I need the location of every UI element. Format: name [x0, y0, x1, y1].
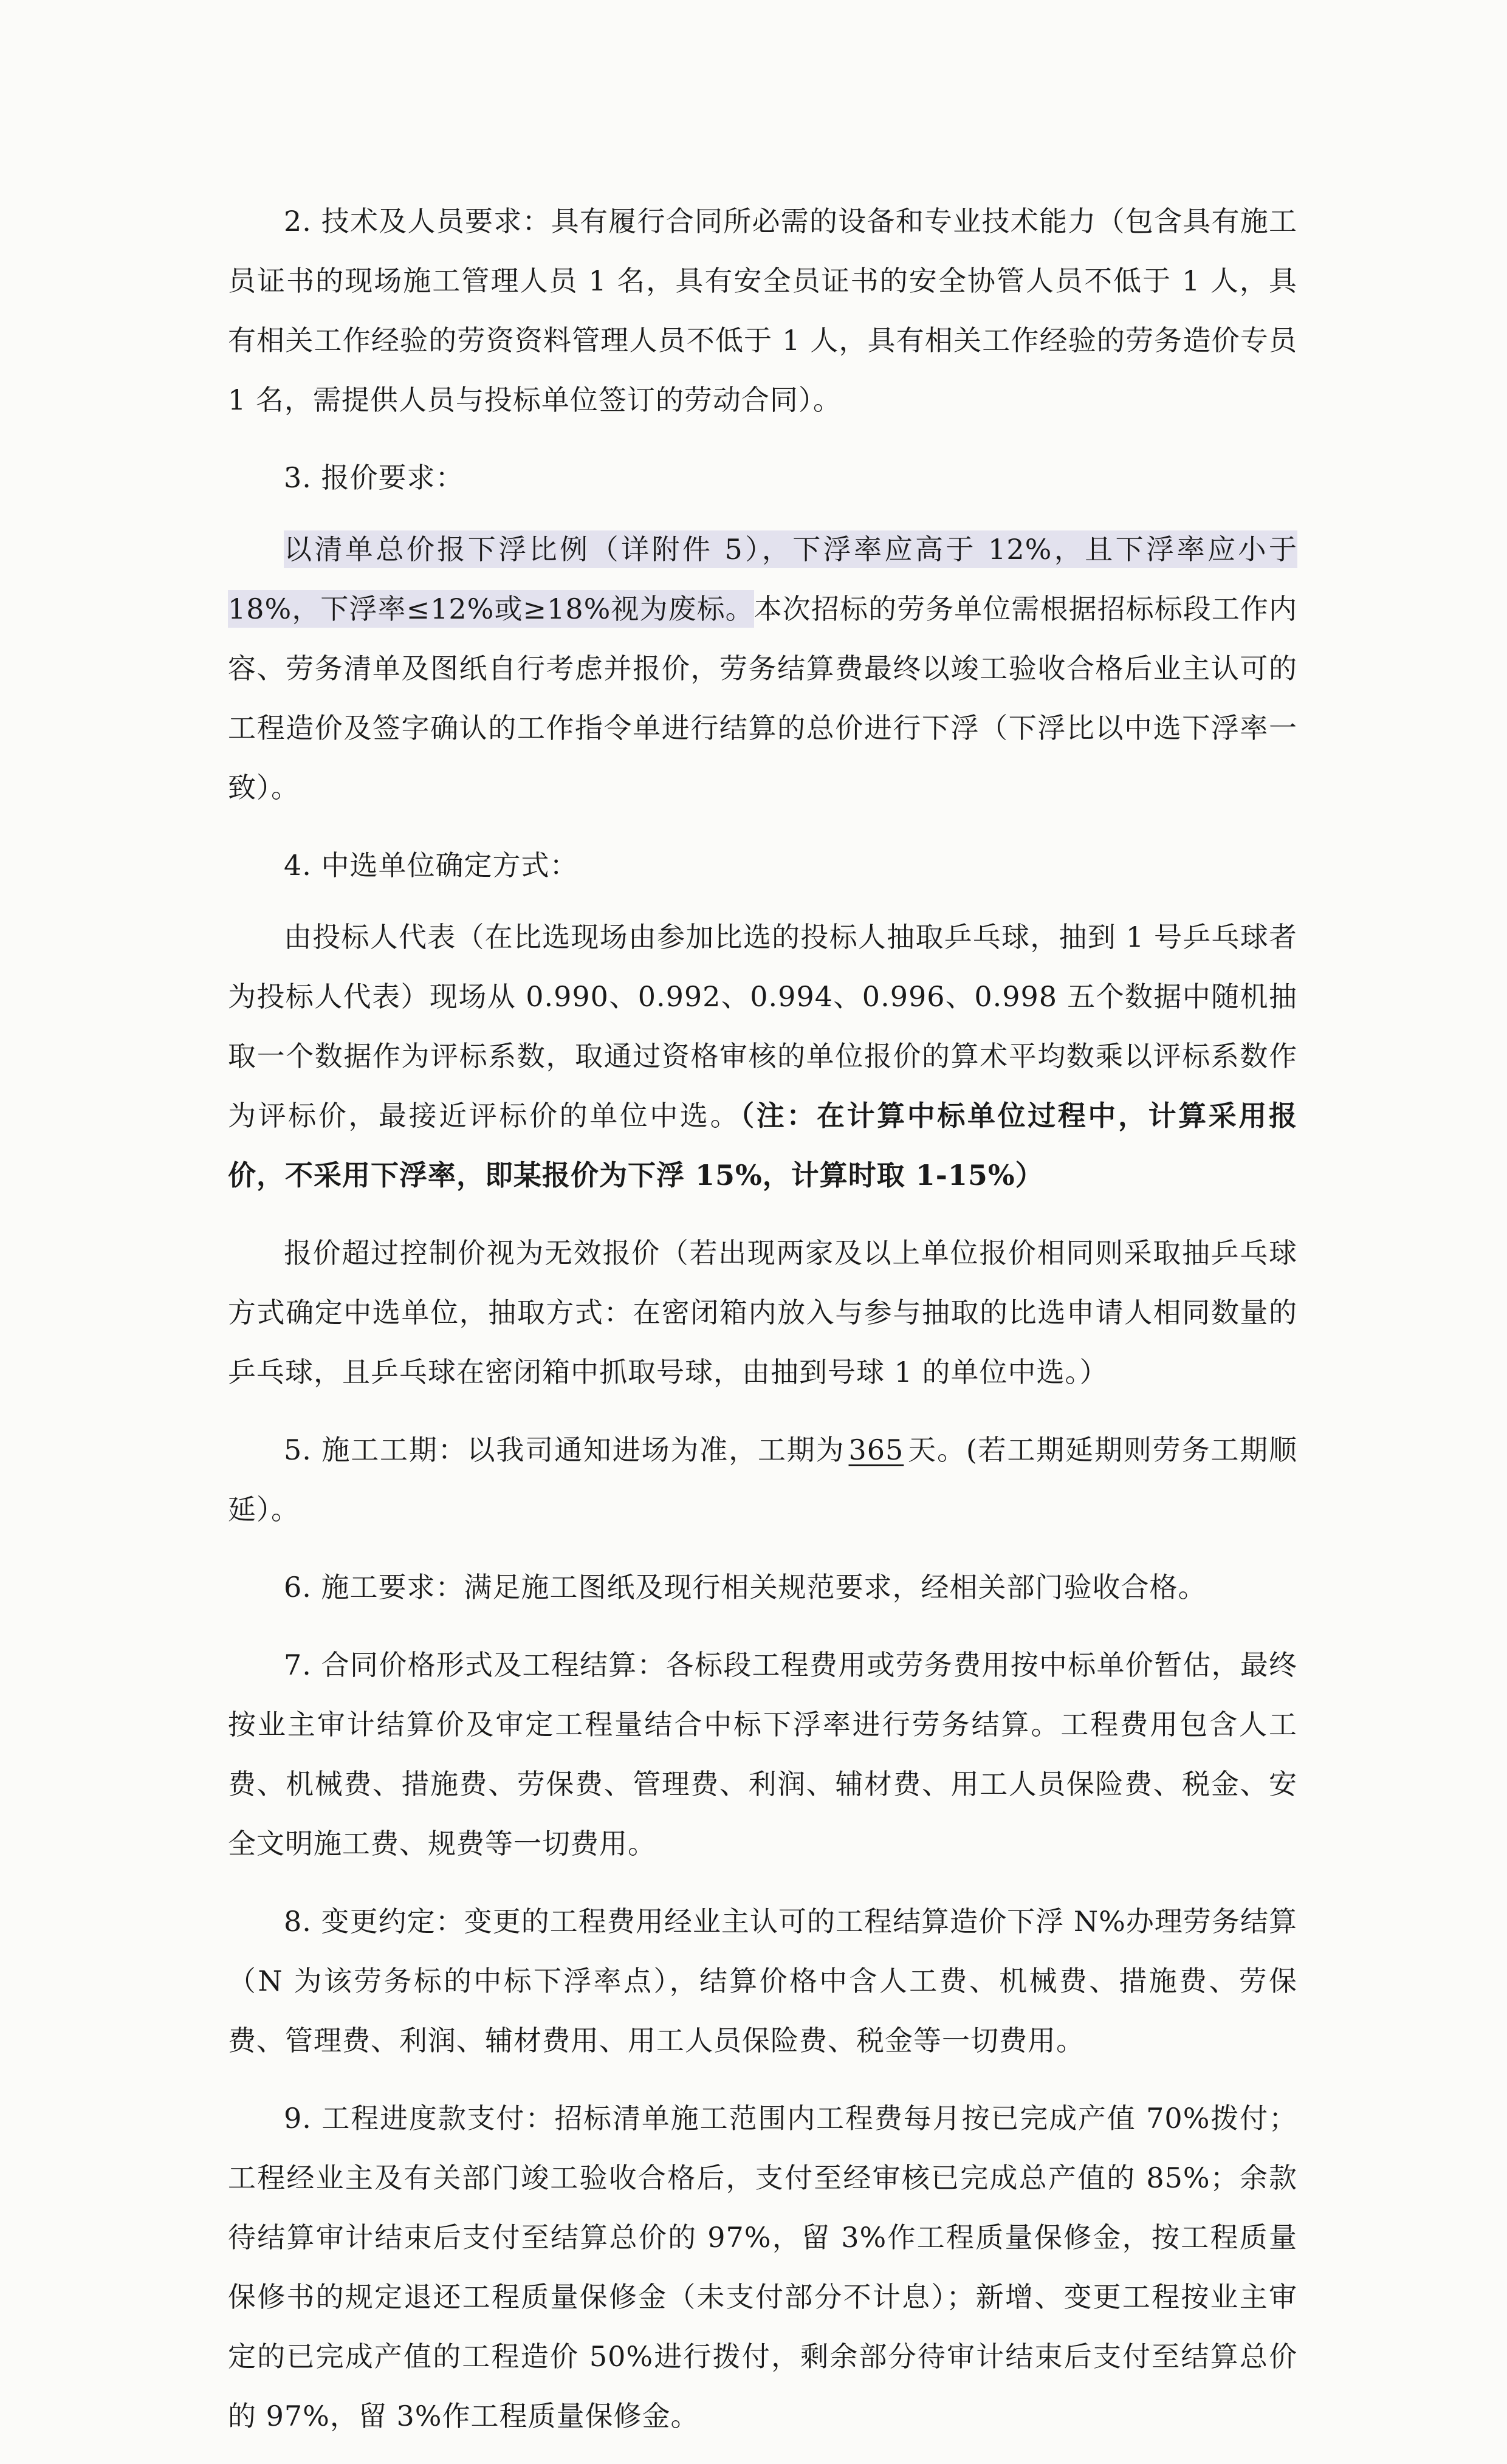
section-6-construction-requirements: 6. 施工要求：满足施工图纸及现行相关规范要求，经相关部门验收合格。 — [284, 1571, 1207, 1604]
section-5-construction-period — [228, 1420, 1297, 1539]
highlighted-text: 以清单总价报下浮比例（详附件 5），下浮率应高于 12%，且下浮率应小于 18%，下浮率≤12%或≥18%视为废标。 — [228, 530, 1297, 628]
section-5-suffix: 天。(若工期延期则劳务工期顺延）。 — [228, 1433, 1298, 1526]
section-4-selection-method — [228, 907, 1297, 1205]
section-3-heading: 3. 报价要求： — [284, 461, 464, 494]
section-3-quote-requirements — [228, 520, 1297, 817]
section-4-heading: 4. 中选单位确定方式： — [284, 849, 578, 882]
construction-days: 365 — [848, 1433, 904, 1466]
section-5-prefix: 5. 施工工期：以我司通知进场为准，工期为 — [284, 1433, 845, 1466]
section-4-tie-rule: 报价超过控制价视为无效报价（若出现两家及以上单位报价相同则采取抽乒乓球方式确定中选单位，抽取方式：在密闭箱内放入与参与抽取的比选申请人相同数量的乒乓球，且乒乓球在密闭箱中抓取号球，由抽到号球 1 的单位中选。） — [228, 1237, 1297, 1388]
section-9-progress-payment: 9. 工程进度款支付：招标清单施工范围内工程费每月按已完成产值 70%拨付；工程经业主及有关部门竣工验收合格后，支付至经审核已完成总产值的 85%；余款待结算审计结束后支付至结算总价的 97%，留 3%作工程质量保修金，按工程质量保修书的规定退还工程质量保修金（未支付部分不计息）；新增、变更工程按业主审定的已完成产值的工程造价 50%进行拨付，剩余部分待审计结束后支付至结算总价的 97%，留 3%作工程质量保修金。 — [228, 2102, 1297, 2432]
section-2-technical-personnel: 2. 技术及人员要求：具有履行合同所必需的设备和专业技术能力（包含具有施工员证书的现场施工管理人员 1 名，具有安全员证书的安全协管人员不低于 1 人，具有相关工作经验的劳资资料管理人员不低于 1 人，具有相关工作经验的劳务造价专员 1 名，需提供人员与投标单位签订的劳动合同）。 — [228, 205, 1297, 416]
section-3-body: 本次招标的劳务单位需根据招标标段工作内容、劳务清单及图纸自行考虑并报价，劳务结算费最终以竣工验收合格后业主认可的工程造价及签字确认的工作指令单进行结算的总价进行下浮（下浮比以中选下浮率一致）。 — [228, 592, 1298, 804]
document-body — [228, 191, 1297, 2464]
section-7-contract-price: 7. 合同价格形式及工程结算：各标段工程费用或劳务费用按中标单价暂估，最终按业主审计结算价及审定工程量结合中标下浮率进行劳务结算。工程费用包含人工费、机械费、措施费、劳保费、管理费、利润、辅材费、用工人员保险费、税金、安全文明施工费、规费等一切费用。 — [228, 1649, 1297, 1860]
section-4-note: （注：在计算中标单位过程中，计算采用报价，不采用下浮率，即某报价为下浮 15%，计算时取 1-15%） — [228, 1099, 1298, 1192]
section-8-change-agreement: 8. 变更约定：变更的工程费用经业主认可的工程结算造价下浮 N%办理劳务结算（N 为该劳务标的中标下浮率点），结算价格中含人工费、机械费、措施费、劳保费、管理费、利润、辅材费用、用工人员保险费、税金等一切费用。 — [228, 1905, 1297, 2057]
section-4-body: 由投标人代表（在比选现场由参加比选的投标人抽取乒乓球，抽到 1 号乒乓球者为投标人代表）现场从 0.990、0.992、0.994、0.996、0.998 五个数据中随机抽取一个数据作为评标系数，取通过资格审核的单位报价的算术平均数乘以评标系数作为评标价，最接近评标价的单位中选。 — [228, 921, 1297, 1132]
